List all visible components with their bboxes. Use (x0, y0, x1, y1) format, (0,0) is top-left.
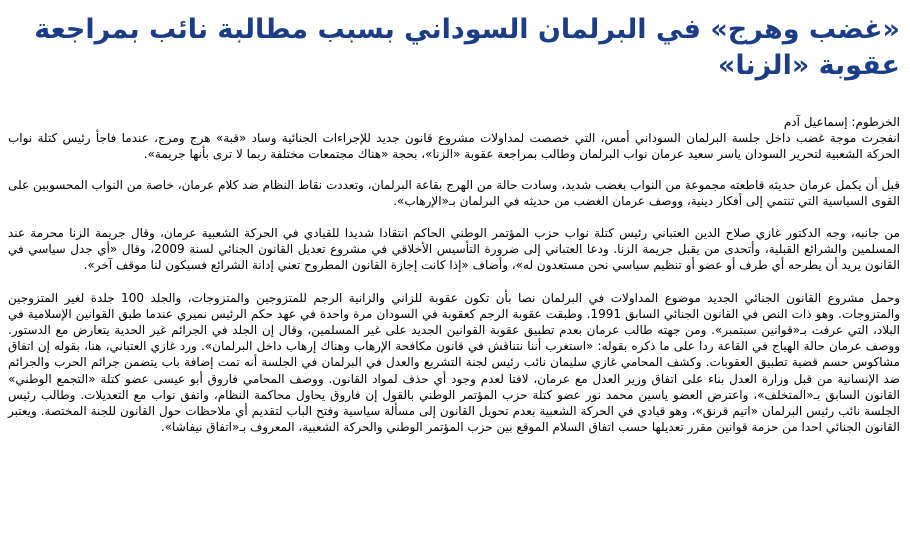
article-headline: «غضب وهرج» في البرلمان السوداني بسبب مطالبة نائب بمراجعة عقوبة «الزنا» (34, 14, 900, 81)
news-article (8, 0, 900, 451)
article-byline: الخرطوم: إسماعيل آدم (783, 115, 900, 129)
article-paragraph-4: وحمل مشروع القانون الجنائي الجديد موضوع المداولات في البرلمان نصا بأن تكون عقوبة للزاني والزانية الرجم للمتزوجين والمتزوجات، والجلد 100 جلدة لغير المتزوجين والمتزوجات. وهو ذات النص في القانون الجنائي السابق 1991. وطبقت عقوبة الرجم كعقوبة في السودان مرة واحدة في عهد حكم الرئيس نميري عندما طبق القوانين الإسلامية في البلاد، التي عرفت بـ«قوانين سبتمبر». ومن جهته طالب عرمان بعدم تطبيق عقوبة القوانين الجديد على غير المسلمين، وقال إن الجلد في الجرائم غير الحدية يتعارض مع الدستور. ووصف عرمان حالة الهياج في القاعة ردا على ما ذكره بقوله: «استغرب أننا نتناقش في قانون مكافحة الإرهاب وهناك إرهاب داخل البرلمان». ورد غازي العتباني، هنا، بقوله إن اتفاق مشاكوس حسم قضية تطبيق العقوبات. وكشف المحامي غازي سليمان نائب رئيس لجنة التشريع والعدل في البرلمان في الجلسة أنه تمت إضافة باب يتضمن جرائم الحرب والجرائم ضد الإنسانية من قبل وزارة العدل بناء على اتفاق وزير العدل مع عرمان، لافتا لعدم وجود أي حذف لمواد القانون. ووصف المحامي فاروق أبو عيسى عضو كتلة «التجمع الوطني» القانون السابق بـ«المتخلف»، واعترض العضو ياسين محمد نور عضو كتلة حزب المؤتمر الوطني بالقول إن فاروق يحاول محاكمة النظام، واتفق نواب مع التعديلات. وطالب رئيس الجلسة نائب رئيس البرلمان «اتيم قرنق»، وهو قيادي في الحركة الشعبية بعدم تحويل القانون إلى مسألة سياسية وفتح الباب لتقديم أي ملاحظات حول القانون للجنة المختصة. ويعتبر القانون الجنائي احدا من حزمة قوانين مقرر تعديلها حسب اتفاق السلام الموقع بين حزب المؤتمر الوطني والحركة الشعبية، المعروف بـ«اتفاق نيفاشا». (8, 290, 901, 435)
article-paragraph-3: من جانبه، وجه الدكتور غازي صلاح الدين العتباني رئيس كتلة نواب حزب المؤتمر الوطني الحاكم انتقادا شديدا للقيادي في الحركة الشعبية عرمان، وقال جريمة الزنا محرمة عند المسلمين والشرائع القبلية، وأتحدى من يقبل جريمة الزنا. ودعا العتباني إلى ضرورة التأسيس الأخلاقي في مشروع تعديل القانون الجنائي لسنة 2009، وقال «أي جدل سياسي في القانون يريد أن يطرحه أي طرف أو عضو أو تنظيم سياسي نحن مستعدون له»، وأضاف «إذا كانت إجازة القانون المطروح تعني إدانة الشرائع فسيكون لنا موقف آخر». (8, 226, 901, 273)
article-paragraph-2: قبل أن يكمل عرمان حديثه قاطعته مجموعة من النواب بغضب شديد، وسادت حالة من الهرج بقاعة البرلمان، وتعددت نقاط النظام ضد كلام عرمان، خاصة من النواب المحسوبين على القوى السياسية التي تنتمي إلى أفكار دينية، ووصف عرمان الغضب من حديثه في البرلمان بـ«الإرهاب». (8, 177, 900, 208)
article-body (8, 114, 900, 435)
article-paragraph-1: انفجرت موجة غضب داخل جلسة البرلمان السوداني أمس، التي خصصت لمداولات مشروع قانون جديد للإجراءات الجنائية وساد «قبة» هرج ومرج، عندما فاجأ رئيس كتلة نواب الحركة الشعبية لتحرير السودان ياسر سعيد عرمان نواب البرلمان وطالب بمراجعة عقوبة «الزنا»، بحجة «هناك مجتمعات مختلفة ربما لا ترى بأنها جريمة». (8, 131, 900, 162)
